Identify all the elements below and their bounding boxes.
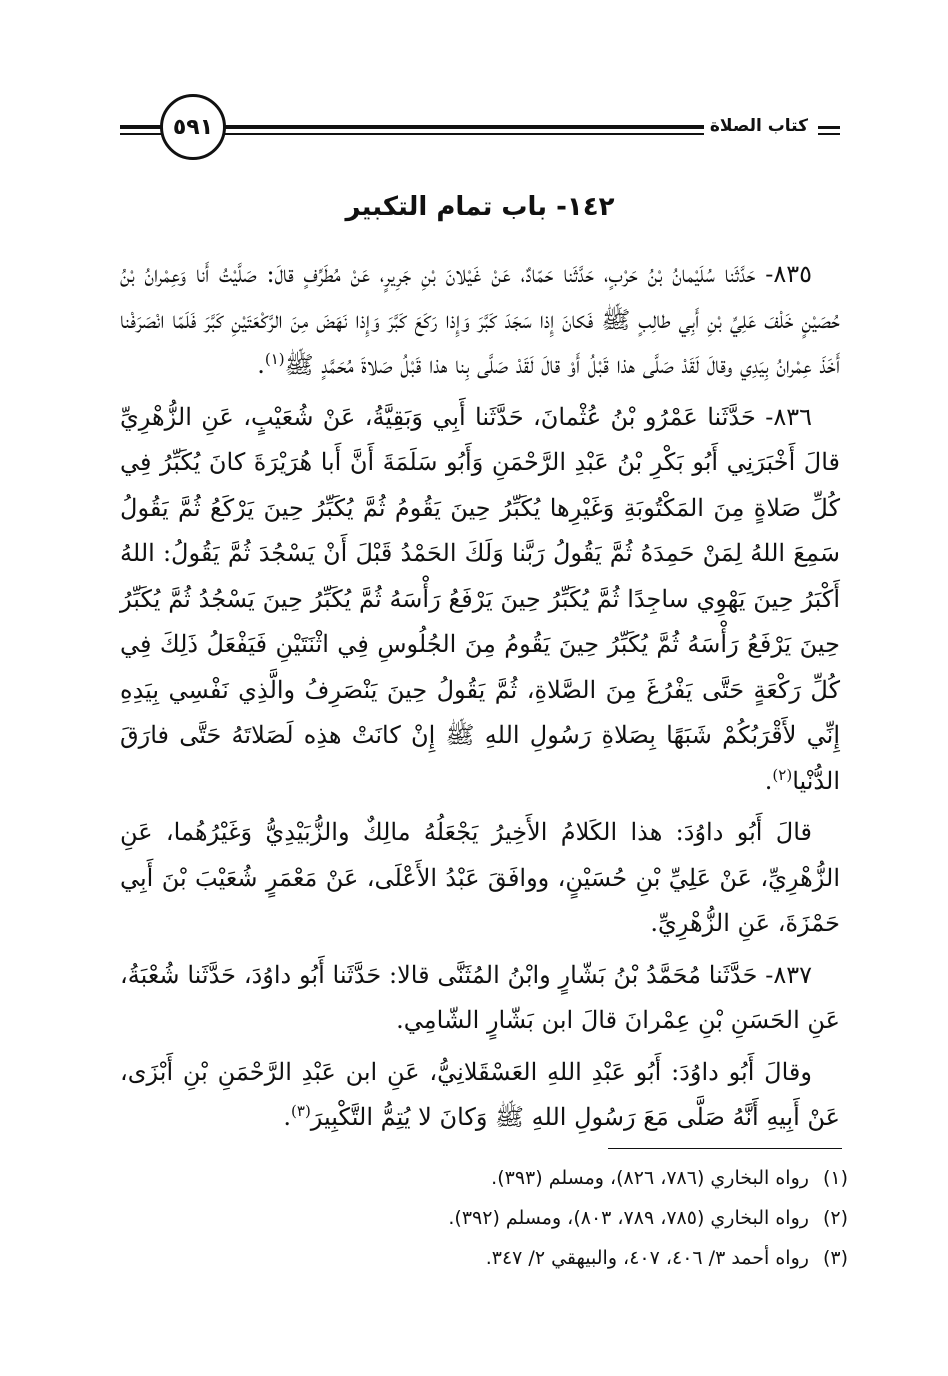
- chapter-title: ١٤٢- باب تمام التكبير: [345, 192, 615, 222]
- page-number: ٥٩١: [160, 94, 226, 160]
- paragraph-end: .: [283, 1103, 292, 1131]
- footnote: [120, 1158, 848, 1198]
- paragraph-text: ٨٣٧- حَدَّثَنا مُحَمَّدُ بْنُ بَشّارٍ وابْنُ المُثَنَّى قالا: حَدَّثَنا أَبُو داوُدَ، حَدَّثَنا شُعْبَةُ، عَنِ الحَسَنِ بْنِ عِمْرانَ قالَ ابن بَشّارٍ الشّامِي.: [120, 960, 840, 1034]
- commentary-paragraph: [120, 1050, 840, 1141]
- footnote: [120, 1238, 848, 1278]
- footnote: [120, 1198, 848, 1238]
- footnote-ref[interactable]: (٣): [291, 1102, 311, 1120]
- commentary-paragraph: [120, 810, 840, 947]
- paragraph-text: قالَ أَبُو داوُدَ: هذا الكَلامُ الأَخِيرُ يَجْعَلُهُ مالِكٌ والزُّبَيْدِيُّ وَغَيْرُهُما، عَنِ الزُّهْرِيِّ، عَنْ عَلِيِّ بْنِ حُسَيْنٍ، ووافَقَ عَبْدُ الأَعْلَى، عَنْ مَعْمَرٍ شُعَيْبَ بْنَ أَبِي حَمْزَةَ، عَنِ الزُّهْرِيِّ.: [120, 818, 840, 937]
- footnote-number: (٣): [822, 1247, 848, 1269]
- hadith-paragraph: [120, 395, 840, 805]
- footnote-separator: [608, 1148, 842, 1149]
- paragraph-text: ٨٣٦- حَدَّثَنا عَمْرُو بْنُ عُثْمانَ، حَدَّثَنا أَبِي وَبَقِيَّةُ، عَنْ شُعَيْبٍ، عَنِ الزُّهْرِيِّ قالَ أَخْبَرَنِي أَبُو بَكْرِ بْنُ عَبْدِ الرَّحْمَنِ وَأَبُو سَلَمَةَ أَنَّ أَبا هُرَيْرَةَ كانَ يُكَبِّرُ فِي كُلِّ صَلاةٍ مِنَ المَكْتُوبَةِ وَغَيْرِها يُكَبِّرُ حِينَ يَقُومُ ثُمَّ يُكَبِّرُ حِينَ يَرْكَعُ ثُمَّ يَقُولُ سَمِعَ اللهُ لِمَنْ حَمِدَهُ ثُمَّ يَقُولُ رَبَّنا وَلَكَ الحَمْدُ قَبْلَ أَنْ يَسْجُدَ ثُمَّ يَقُولُ: اللهُ أَكْبَرُ حِينَ يَهْوِي ساجِدًا ثُمَّ يُكَبِّرُ حِينَ يَرْفَعُ رَأْسَهُ ثُمَّ يُكَبِّرُ حِينَ يَسْجُدُ ثُمَّ يُكَبِّرُ حِينَ يَرْفَعُ رَأْسَهُ ثُمَّ يُكَبِّرُ حِينَ يَقُومُ مِنَ الجُلُوسِ فِي اثْنَتَيْنِ فَيَفْعَلُ ذَلِكَ فِي كُلِّ رَكْعَةٍ حَتَّى يَفْرُغَ مِنَ الصَّلاةِ، ثُمَّ يَقُولُ حِينَ يَنْصَرِفُ والَّذِي نَفْسِي بِيَدِهِ إِنِّي لأَقْرَبُكُمْ شَبَهًا بِصَلاةِ رَسُولِ اللهِ ﷺ إِنْ كانَتْ هذِه لَصَلاتَهُ حَتَّى فارَقَ الدُّنْيا: [120, 402, 840, 795]
- footnote-text: رواه أحمد ٣/ ٤٠٦، ٤٠٧، والبيهقي ٢/ ٣٤٧.: [485, 1247, 809, 1269]
- header-rule: [818, 126, 840, 129]
- hadith-paragraph: [120, 252, 840, 389]
- footnote-text: رواه البخاري (٧٨٦، ٨٢٦)، ومسلم (٣٩٣).: [491, 1167, 809, 1189]
- header-rule: [215, 125, 722, 129]
- paragraph-end: .: [257, 351, 265, 379]
- paragraph-text: وقالَ أَبُو داوُدَ: أَبُو عَبْدِ اللهِ العَسْقَلانِيُّ، عَنِ ابن عَبْدِ الرَّحْمَنِ بْنِ أَبْزَى، عَنْ أَبِيهِ أَنَّهُ صَلَّى مَعَ رَسُولِ اللهِ ﷺ وَكانَ لا يُتِمُّ التَّكْبِيرَ: [120, 1057, 840, 1131]
- paragraph-end: .: [764, 766, 773, 795]
- footnote-ref[interactable]: (١): [264, 350, 285, 368]
- paragraph-text: ٨٣٥- حَدَّثَنا سُلَيْمانُ بْنُ حَرْبٍ، حَدَّثَنا حَمّادٌ، عَنْ غَيْلانَ بْنِ جَرِيرٍ، عَنْ مُطَرِّفٍ قالَ: صَلَّيْتُ أَنا وَعِمْرانُ بْنُ حُصَيْنٍ خَلْفَ عَلِيِّ بْنِ أَبِي طالِبٍ ﷺ فَكانَ إِذا سَجَدَ كَبَّرَ وَإِذا رَكَعَ كَبَّرَ وَإِذا نَهَضَ مِنَ الرَّكْعَتَيْنِ كَبَّرَ فَلَمّا انْصَرَفْنا أَخَذَ عِمْرانُ بِيَدِي وقالَ لَقَدْ صَلَّى هذا قَبْلُ أَوْ قالَ لَقَدْ صَلَّى بِنا هذا قَبْلُ صَلاةَ مُحَمَّدٍ ﷺ: [120, 260, 841, 379]
- body-text: [120, 252, 840, 1147]
- footnote-number: (١): [822, 1167, 848, 1189]
- header-rule: [120, 133, 165, 135]
- footnote-text: رواه البخاري (٧٨٥، ٧٨٩، ٨٠٣)، ومسلم (٣٩٢).: [448, 1207, 809, 1229]
- header-rule: [818, 133, 840, 135]
- page-header: [120, 92, 840, 172]
- header-rule: [215, 133, 722, 135]
- footnote-number: (٢): [822, 1207, 848, 1229]
- hadith-paragraph: [120, 953, 840, 1044]
- footnotes: [120, 1158, 848, 1278]
- running-title: كتاب الصلاة: [704, 116, 814, 136]
- header-rule: [120, 125, 165, 129]
- footnote-ref[interactable]: (٢): [772, 765, 793, 784]
